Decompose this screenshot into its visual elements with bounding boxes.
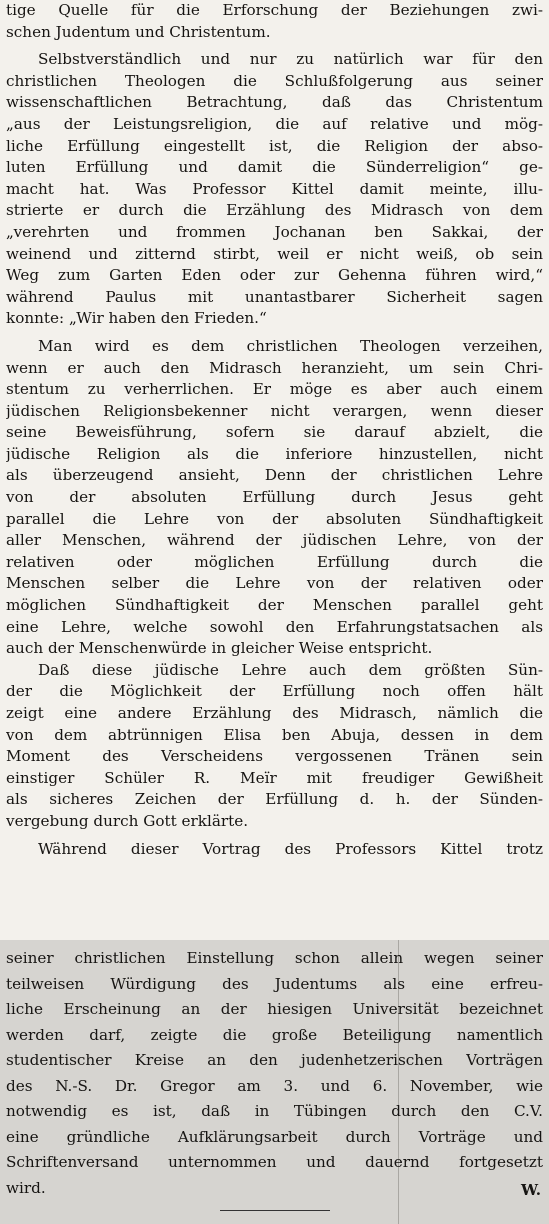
text-line: weinend und zitternd stirbt, weil er nicht weiß, ob sein (6, 244, 543, 263)
text-line: luten Erfüllung und damit die Sünderreligion“ ge- (6, 158, 543, 177)
text-line: stentum zu verherrlichen. Er möge es aber auch einem (6, 380, 543, 399)
text-line: während Paulus mit unantastbarer Sicherheit sagen (6, 287, 543, 306)
text-line: einstiger Schüler R. Meïr mit freudiger Gewißheit (6, 768, 543, 787)
text-line: studentischer Kreise an den judenhetzerischen Vorträgen (6, 1051, 543, 1069)
text-line: „verehrten und frommen Jochanan ben Sakkai, der (6, 222, 543, 241)
text-line: als sicheres Zeichen der Erfüllung d. h. der Sünden- (6, 790, 543, 809)
text-line: konnte: „Wir haben den Frieden.“ (6, 309, 267, 328)
text-line: „aus der Leistungsreligion, die auf relative und mög- (6, 114, 543, 133)
text-line: strierte er durch die Erzählung des Midrasch von dem (6, 201, 543, 220)
text-line: wenn er auch den Midrasch heranzieht, um sein Chri- (6, 358, 543, 377)
text-line: eine Lehre, welche sowohl den Erfahrungstatsachen als (6, 617, 543, 636)
text-line: der die Möglichkeit der Erfüllung noch offen hält (6, 682, 543, 701)
text-line: notwendig es ist, daß in Tübingen durch den C.V. (6, 1102, 543, 1120)
paragraph-5-head (6, 839, 543, 861)
text-line: jüdische Religion als die inferiore hinzustellen, nicht (6, 444, 543, 463)
paragraph-3 (6, 336, 543, 660)
text-line: Moment des Verscheidens vergossenen Tränen sein (6, 747, 543, 766)
article-column (6, 0, 543, 860)
text-line: wissenschaftlichen Betrachtung, daß das Christentum (6, 93, 543, 112)
text-line: relativen oder möglichen Erfüllung durch die (6, 552, 543, 571)
text-line: tige Quelle für die Erforschung der Beziehungen zwi- (6, 1, 543, 19)
text-line: teilweisen Würdigung des Judentums als eine erfreu- (6, 974, 543, 993)
text-line: liche Erfüllung eingestellt ist, die Religion der abso- (6, 136, 543, 155)
text-line: christlichen Theologen die Schlußfolgerung aus seiner (6, 71, 543, 90)
text-line: schen Judentum und Christentum. (6, 22, 271, 41)
text-line: vergebung durch Gott erklärte. (6, 811, 249, 830)
text-line: als überzeugend ansieht, Denn der christlichen Lehre (6, 466, 543, 485)
text-line: aller Menschen, während der jüdischen Lehre, von der (6, 531, 543, 550)
text-line: zeigt eine andere Erzählung des Midrasch, nämlich die (6, 704, 543, 722)
text-line: Während dieser Vortrag des Professors Kittel trotz (38, 839, 543, 858)
divider-rule (220, 1210, 330, 1211)
text-line: wird. (6, 1178, 46, 1197)
text-line: Daß diese jüdische Lehre auch dem größten Sün- (38, 660, 543, 679)
text-line: macht hat. Was Professor Kittel damit meinte, illu- (6, 179, 543, 198)
author-signature: W. (521, 1181, 541, 1199)
paragraph-4 (6, 660, 543, 833)
text-line: von der absoluten Erfüllung durch Jesus geht (6, 488, 543, 507)
text-line: eine gründliche Aufklärungsarbeit durch Vorträge und (6, 1127, 543, 1146)
text-line: Weg zum Garten Eden oder zur Gehenna führen wird,“ (6, 266, 543, 285)
paragraph-2 (6, 49, 543, 330)
text-line: parallel die Lehre von der absoluten Sündhaftigkeit (6, 509, 543, 528)
text-line: von dem abtrünnigen Elisa ben Abuja, dessen in dem (6, 725, 543, 744)
text-line: seiner christlichen Einstellung schon allein wegen seiner (6, 949, 543, 967)
text-line: Menschen selber die Lehre von der relativen oder (6, 574, 543, 593)
text-line: liche Erscheinung an der hiesigen Universität bezeichnet (6, 1000, 543, 1018)
paragraph-1 (6, 0, 543, 43)
text-line: Schriftenversand unternommen und dauernd fortgesetzt (6, 1153, 543, 1171)
text-line: möglichen Sündhaftigkeit der Menschen parallel geht (6, 596, 543, 615)
paragraph-5 (6, 946, 543, 1201)
text-line: werden darf, zeigte die große Beteiligung namentlich (6, 1025, 543, 1044)
text-line: Selbstverständlich und nur zu natürlich war für den (38, 50, 543, 69)
text-line: jüdischen Religionsbekenner nicht verargen, wenn dieser (6, 401, 543, 420)
text-line: des N.-S. Dr. Gregor am 3. und 6. November, wie (6, 1076, 543, 1095)
text-line: seine Beweisführung, sofern sie darauf abzielt, die (6, 423, 543, 442)
text-line: auch der Menschenwürde in gleicher Weise entspricht. (6, 639, 433, 658)
text-line: Man wird es dem christlichen Theologen verzeihen, (38, 336, 543, 355)
